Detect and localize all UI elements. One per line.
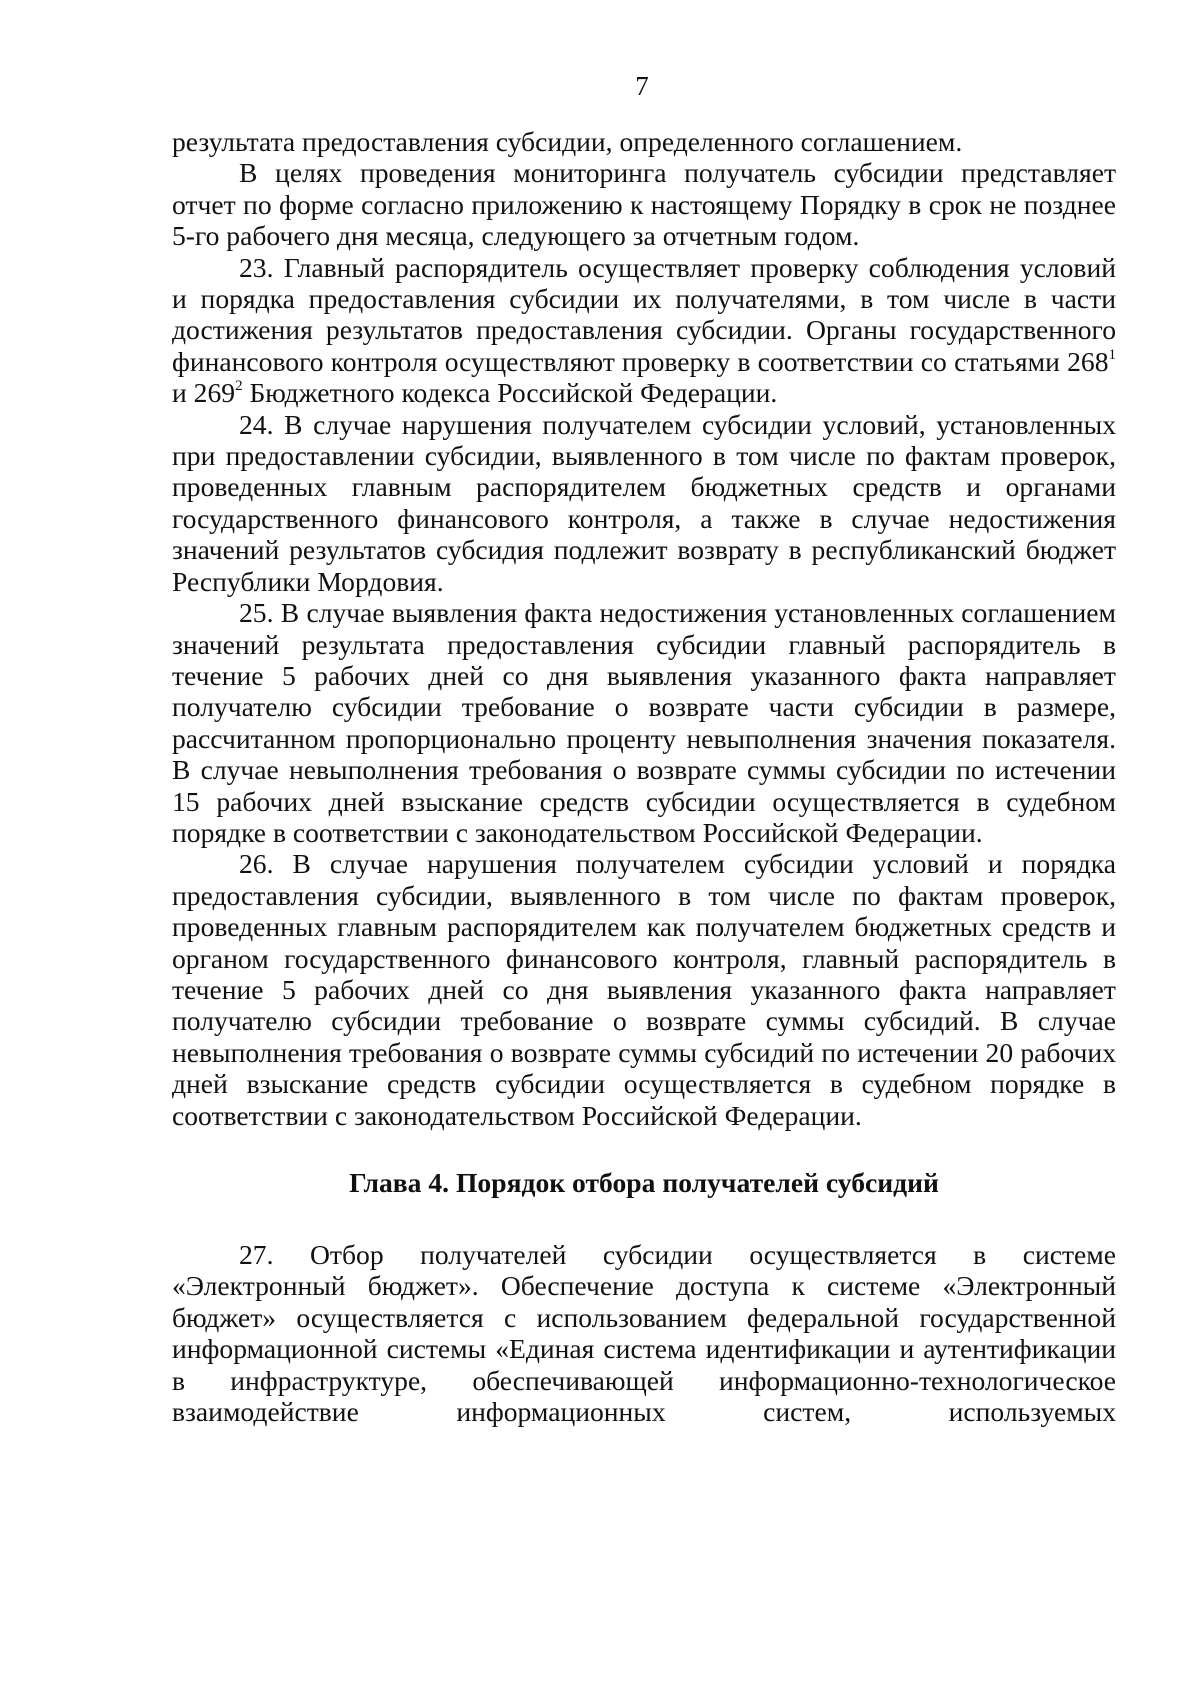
paragraph-24: 24. В случае нарушения получателем субсидии условий, установленных при предоставлении субсидии, выявленного в том числе по фактам проверок, проведенных главным распорядителем бюджетных средств и органами государственного финансового контроля, а также в случае недостижения значений результатов субсидия подлежит возврату в республиканский бюджет Республики Мордовия. [172, 408, 1116, 597]
paragraph-23-text-start: 23. Главный распорядитель осуществляет проверку соблюдения условий и порядка предоставления субсидии их получателями, в том числе в части достижения результатов предоставления субсидии. Органы государственного финансового контроля осуществляют проверку в соответствии со статьями 268 [172, 251, 1116, 377]
superscript-1: 1 [1108, 346, 1116, 363]
paragraph-25: 25. В случае выявления факта недостижения установленных соглашением значений результата предоставления субсидии главный распорядитель в течение 5 рабочих дней со дня выявления указанного факта направляет получателю субсидии требование о возврате части субсидии в размере, рассчитанном пропорционально проценту невыполнения значения показателя. В случае невыполнения требования о возврате суммы субсидии по истечении 15 рабочих дней взыскание средств субсидии осуществляется в судебном порядке в соответствии с законодательством Российской Федерации. [172, 597, 1116, 848]
superscript-2: 2 [235, 378, 243, 395]
paragraph-monitoring: В целях проведения мониторинга получатель субсидии представляет отчет по форме согласно приложению к настоящему Порядку в срок не позднее 5-го рабочего дня месяца, следующего за отчетным годом. [172, 157, 1116, 252]
chapter-title: Глава 4. Порядок отбора получателей субсидий [349, 1167, 939, 1198]
paragraph-23-text-middle: и 269 [172, 377, 236, 409]
paragraph-continuation: результата предоставления субсидии, определенного соглашением. [172, 126, 963, 157]
paragraph-26: 26. В случае нарушения получателем субсидии условий и порядка предоставления субсидии, выявленного в том числе по фактам проверок, проведенных главным распорядителем как получателем бюджетных средств и органом государственного финансового контроля, главный распорядитель в течение 5 рабочих дней со дня выявления указанного факта направляет получателю субсидии требование о возврате суммы субсидий. В случае невыполнения требования о возврате суммы субсидий по истечении 20 рабочих дней взыскание средств субсидии осуществляется в судебном порядке в соответствии с законодательством Российской Федерации. [172, 848, 1116, 1131]
paragraph-23 [172, 252, 1116, 409]
page-number: 7 [635, 71, 649, 101]
paragraph-27: 27. Отбор получателей субсидии осуществляется в системе «Электронный бюджет». Обеспечение доступа к системе «Электронный бюджет» осуществляется с использованием федеральной государственной информационной системы «Единая система идентификации и аутентификации в инфраструктуре, обеспечивающей информационно-технологическое взаимодействие информационных систем, используемых [172, 1239, 1116, 1428]
document-body [172, 126, 1116, 1427]
paragraph-23-text-end: Бюджетного кодекса Российской Федерации. [242, 377, 778, 409]
